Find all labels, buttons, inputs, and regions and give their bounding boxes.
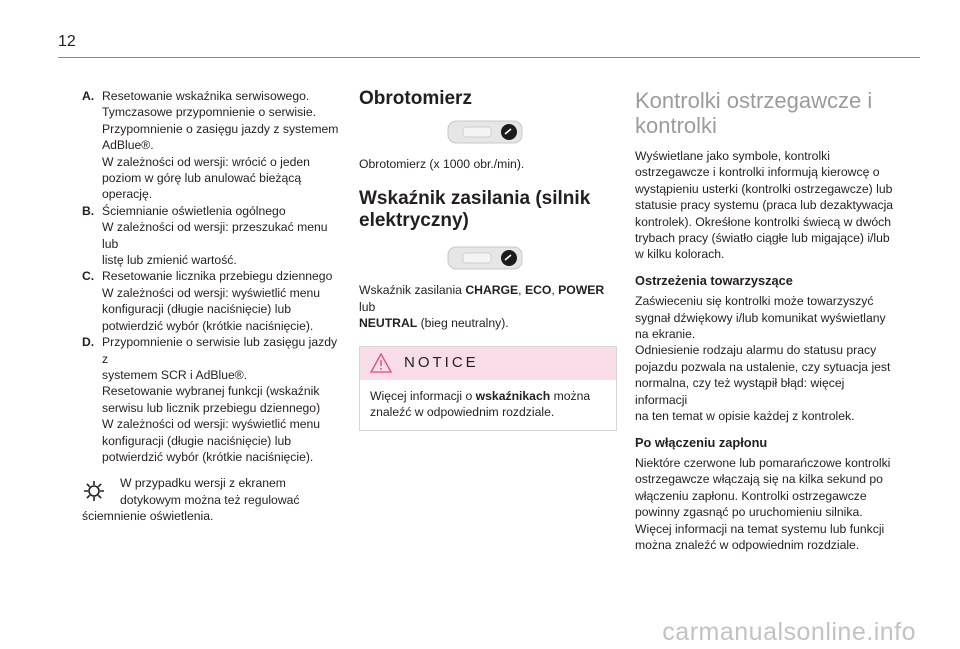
item-line: W zależności od wersji: wyświetlić menu [102,285,321,300]
power-title [359,188,617,232]
column-left [82,88,344,525]
text-line: trybach pracy (światło ciągłe lub migające) i/lub [635,231,890,246]
power-text: (bieg neutralny). [417,316,509,331]
item-line: W zależności od wersji: wyświetlić menu [102,417,321,432]
item-body [102,203,344,269]
item-line: potwierdzić wybór (krótkie naciśnięcie). [102,449,314,464]
text-line: na ekranie. [635,327,696,342]
mode-neutral: NEUTRAL [359,316,418,331]
text-line: sygnał dźwiękowy i/lub komunikat wyświetlany [635,310,886,325]
notice-text: znaleźć w odpowiednim rozdziale. [370,405,555,420]
item-line: Przypomnienie o zasięgu jazdy z systemem [102,121,339,136]
text-line: pojazdu pozwala na ustalenie, czy sytuacja jest [635,359,891,374]
item-body [102,88,344,203]
gear-tip-icon [82,479,106,503]
notice-header [360,347,616,380]
tip-line: W przypadku wersji z ekranem [120,476,286,491]
power-gauge-icon [447,246,523,270]
item-line: serwisu lub licznik przebiegu dziennego) [102,400,321,415]
item-line: Ściemnianie oświetlenia ogólnego [102,203,286,218]
text-line: powinny zgasnąć po uruchomieniu silnika. [635,505,863,520]
text-line: w kilku kolorach. [635,247,725,262]
warnings-paragraph [635,293,897,424]
text-line: wystąpieniu usterki (kontrolki ostrzegawcze) lub [635,181,893,196]
text-line: na ten temat w opisie każdej z kontrolek. [635,409,855,424]
intro-paragraph [635,148,897,263]
item-line: W zależności od wersji: przeszukać menu lub [102,220,328,251]
item-line: konfiguracji (długie naciśnięcie) lub [102,302,292,317]
ignition-paragraph [635,455,897,553]
tachometer-caption: Obrotomierz (x 1000 obr./min). [359,157,525,171]
item-letter: D. [82,335,95,350]
page-number: 12 [58,33,76,50]
item-line: listę lub zmienić wartość. [102,253,237,268]
text-line: Zaświeceniu się kontrolki może towarzyszyć [635,294,874,309]
item-body [102,334,344,465]
watermark-text: carmanualsonline.info [662,618,916,646]
notice-bold: wskaźnikach [475,388,551,403]
power-text: Wskaźnik zasilania [359,283,466,298]
item-line: Resetowanie wskaźnika serwisowego. [102,89,310,103]
notice-body [360,380,616,431]
mode-eco: ECO [524,283,552,298]
item-line: AdBlue®. [102,138,154,153]
item-letter: A. [82,89,95,103]
tip-line: dotykowym można też regulować [120,492,300,507]
list-item-c [82,268,344,334]
text-line: Niektóre czerwone lub pomarańczowe kontrolki [635,455,891,470]
mode-power: POWER [558,283,605,298]
text-line: Więcej informacji na temat systemu lub funkcji [635,521,885,536]
text-line: ostrzegawcze i kontrolki informują kierowcę o [635,165,880,180]
notice-text: Więcej informacji o [370,388,476,403]
title-line: Kontrolki ostrzegawcze i [635,88,873,113]
title-line: kontrolki [635,113,717,138]
column-right [635,88,897,553]
notice-text: można [550,388,591,403]
text-line: Wyświetlane jako symbole, kontrolki [635,149,830,163]
text-line: Odniesienie rodzaju alarmu do statusu pracy [635,343,877,358]
text-line: włączeniu zapłonu. Kontrolki ostrzegawcze [635,488,867,503]
column-middle [359,88,617,431]
notice-title: NOTICE [404,353,479,371]
item-line: Tymczasowe przypomnienie o serwisie. [102,105,317,120]
separator: , [518,283,525,298]
warning-triangle-icon [370,353,392,373]
text-line: normalna, czy też wystąpił błąd: więcej informacji [635,376,845,407]
text-line: ostrzegawcze włączają się na kilka sekund po [635,472,883,487]
power-description [359,282,617,331]
separator: , [551,283,559,298]
mode-charge: CHARGE [465,283,519,298]
item-line: operację. [102,187,153,202]
warning-lights-title [635,88,897,138]
item-line: systemem SCR i AdBlue®. [102,367,248,382]
item-line: poziom w górę lub anulować bieżącą [102,171,302,186]
text-line: kontrolek). Okreśłone kontrolki świecą w dwóch [635,214,892,229]
item-line: konfiguracji (długie naciśnięcie) lub [102,433,292,448]
tachometer-title: Obrotomierz [359,88,472,109]
item-line: Resetowanie licznika przebiegu dziennego [102,269,333,284]
ignition-heading: Po włączeniu zapłonu [635,434,768,450]
item-line: Resetowanie wybranej funkcji (wskaźnik [102,384,320,399]
text-line: można znaleźć w odpowiednim rozdziale. [635,537,860,552]
item-line: Przypomnienie o serwisie lub zasięgu jazdy z [102,335,338,366]
tachometer-gauge-icon [447,120,523,144]
item-body [102,268,344,334]
list-item-a [82,88,344,203]
power-title-line2: elektryczny) [359,210,469,232]
item-letter: B. [82,203,95,218]
warnings-heading: Ostrzeżenia towarzyszące [635,272,793,288]
tip-box [82,475,344,524]
header-divider [58,57,920,58]
power-title-line1: Wskaźnik zasilania (silnik [359,188,591,210]
tip-line: ściemnienie oświetlenia. [82,509,214,524]
item-letter: C. [82,269,95,284]
notice-box [359,346,617,432]
item-line: potwierdzić wybór (krótkie naciśnięcie). [102,318,314,333]
power-text: lub [359,299,376,314]
text-line: statusie pracy systemu (praca lub dezaktywacja [635,198,894,213]
item-line: W zależności od wersji: wrócić o jeden [102,154,310,169]
list-item-d [82,334,344,465]
list-item-b [82,203,344,269]
